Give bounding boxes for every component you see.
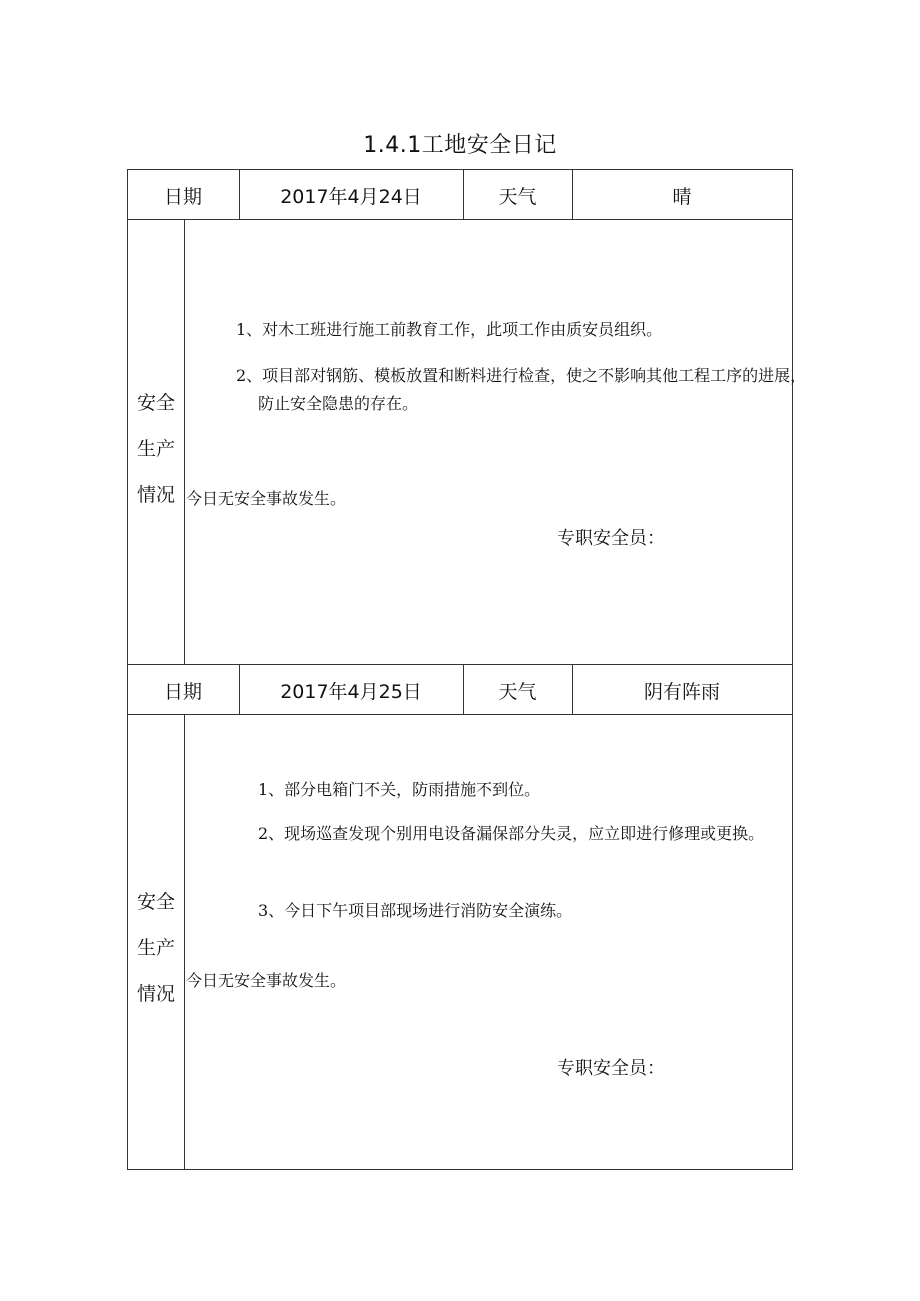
section-label-line: 生产 bbox=[136, 937, 175, 959]
date-label: 日期 bbox=[163, 681, 202, 703]
section-label-line: 情况 bbox=[136, 983, 175, 1005]
table-border-right bbox=[792, 169, 793, 1170]
weather-value: 晴 bbox=[672, 186, 692, 208]
list-item: 1、部分电箱门不关，防雨措施不到位。 bbox=[258, 780, 541, 799]
section-label-line: 安全 bbox=[136, 392, 175, 414]
date-value: 2017年4月24日 bbox=[280, 186, 422, 208]
weather-label: 天气 bbox=[498, 681, 537, 703]
weather-label: 天气 bbox=[498, 186, 537, 208]
safety-officer-signature: 专职安全员： bbox=[557, 528, 665, 549]
label-col-divider bbox=[184, 714, 185, 1169]
table-border-left bbox=[127, 169, 128, 1170]
row-divider-3 bbox=[127, 714, 793, 715]
safety-officer-signature: 专职安全员： bbox=[557, 1058, 665, 1079]
list-item: 2、项目部对钢筋、模板放置和断料进行检查，使之不影响其他工程工序的进展，防止安全隐患的存在。 bbox=[236, 366, 807, 413]
section-label-line: 生产 bbox=[136, 438, 175, 460]
date-value: 2017年4月25日 bbox=[280, 681, 422, 703]
summary-text: 今日无安全事故发生。 bbox=[186, 971, 347, 990]
section-label-line: 安全 bbox=[136, 891, 175, 913]
section-label-line: 情况 bbox=[136, 484, 175, 506]
section-label bbox=[128, 380, 184, 518]
row-divider-2 bbox=[127, 664, 793, 665]
table-border-top bbox=[127, 169, 793, 170]
list-item: 2、现场巡查发现个别用电设备漏保部分失灵，应立即进行修理或更换。 bbox=[258, 824, 765, 843]
table-border-bottom bbox=[127, 1169, 793, 1170]
page-title: 1.4.1工地安全日记 bbox=[363, 133, 557, 158]
date-label: 日期 bbox=[163, 186, 202, 208]
list-item: 3、今日下午项目部现场进行消防安全演练。 bbox=[258, 901, 573, 920]
section-label bbox=[128, 879, 184, 1017]
list-item: 1、对木工班进行施工前教育工作，此项工作由质安员组织。 bbox=[236, 320, 663, 339]
weather-value: 阴有阵雨 bbox=[643, 681, 720, 703]
label-col-divider bbox=[184, 219, 185, 664]
summary-text: 今日无安全事故发生。 bbox=[186, 489, 347, 508]
row-divider-1 bbox=[127, 219, 793, 220]
